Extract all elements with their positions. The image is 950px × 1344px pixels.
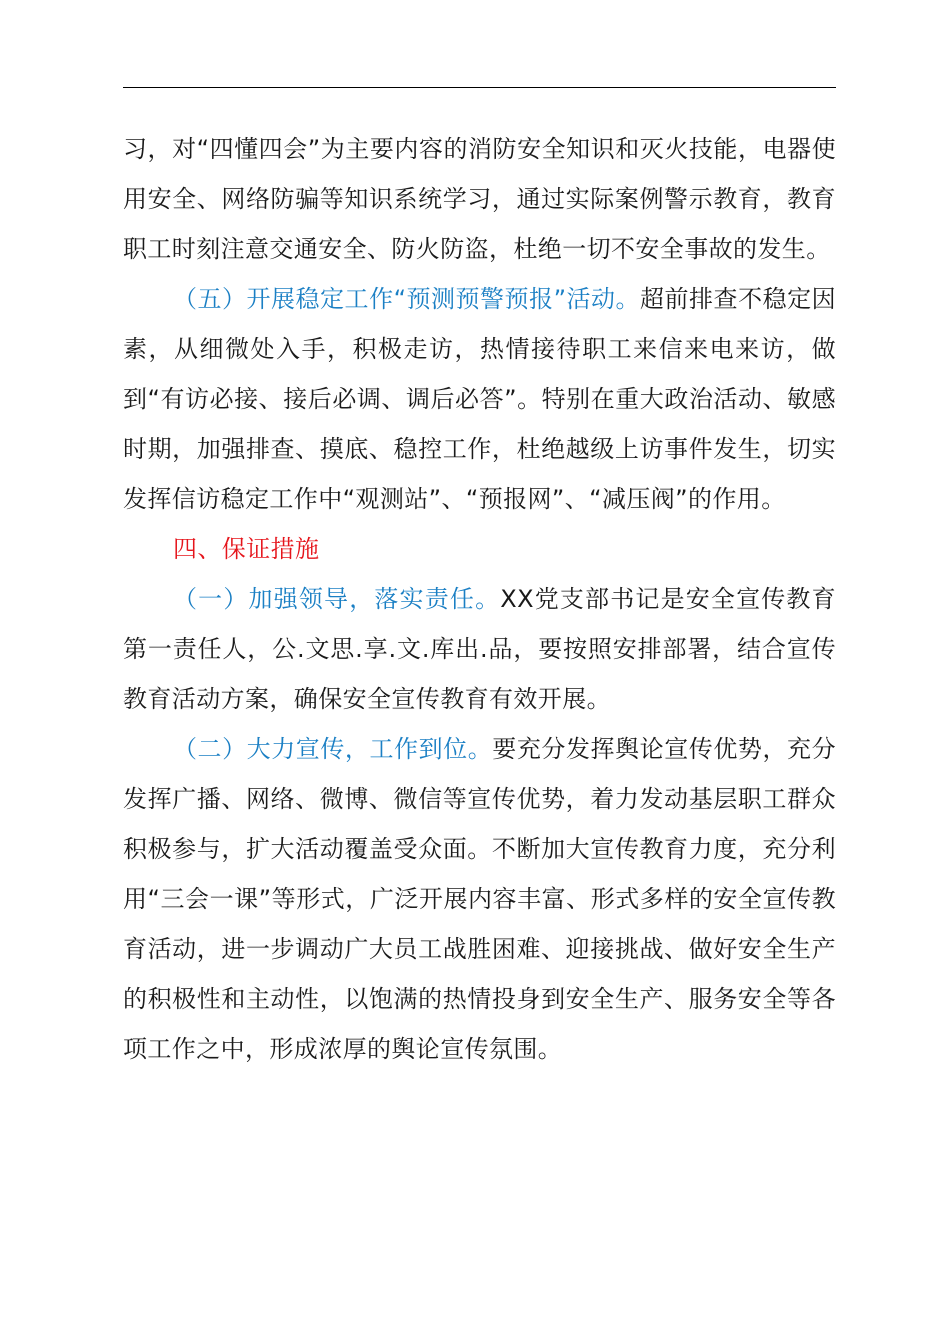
section-heading-guarantee-measures (123, 524, 836, 574)
paragraph-stability-work (123, 274, 836, 524)
header-rule (123, 87, 836, 88)
paragraph-fire-safety-continuation (123, 124, 836, 274)
subheading-publicity: （二）大力宣传，工作到位。 (173, 735, 493, 763)
paragraph-leadership (123, 574, 836, 724)
section-heading-text: 四、保证措施 (173, 535, 320, 563)
subheading-stability-activity: （五）开展稳定工作“预测预警预报”活动。 (173, 285, 641, 313)
paragraph-text: 要充分发挥舆论宣传优势，充分发挥广播、网络、微博、微信等宣传优势，着力发动基层职工群众积极参与，扩大活动覆盖受众面。不断加大宣传教育力度，充分利用“三会一课”等形式，广泛开展内容丰富、形式多样的安全宣传教育活动，进一步调动广大员工战胜困难、迎接挑战、做好安全生产的积极性和主动性，以饱满的热情投身到安全生产、服务安全等各项工作之中，形成浓厚的舆论宣传氛围。 (123, 735, 836, 1063)
paragraph-publicity (123, 724, 836, 1074)
document-body (123, 124, 836, 1074)
paragraph-text: 习，对“四懂四会”为主要内容的消防安全知识和灭火技能，电器使用安全、网络防骗等知识系统学习，通过实际案例警示教育，教育职工时刻注意交通安全、防火防盗，杜绝一切不安全事故的发生。 (123, 135, 836, 263)
subheading-leadership: （一）加强领导，落实责任。 (173, 585, 501, 613)
paragraph-text: 超前排查不稳定因素，从细微处入手，积极走访，热情接待职工来信来电来访，做到“有访必接、接后必调、调后必答”。特别在重大政治活动、敏感时期，加强排查、摸底、稳控工作，杜绝越级上访事件发生，切实发挥信访稳定工作中“观测站”、“预报网”、“减压阀”的作用。 (123, 285, 836, 513)
paragraph-text: XX党支部书记是安全宣传教育第一责任人，公.文思.享.文.库出.品，要按照安排部署，结合宣传教育活动方案，确保安全宣传教育有效开展。 (123, 585, 837, 713)
